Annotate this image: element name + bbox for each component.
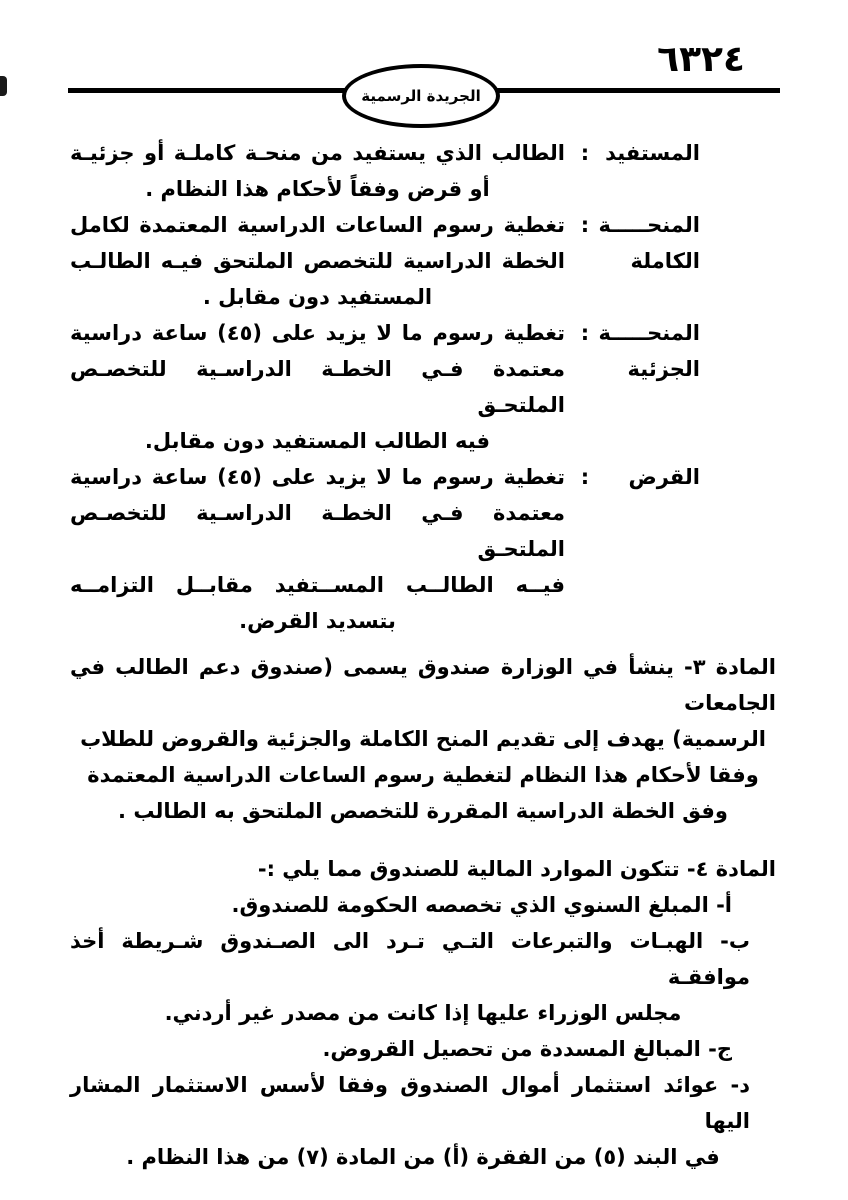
definition-line: المستفيد دون مقابل . (202, 285, 433, 309)
definition-text (70, 459, 565, 639)
definition-line: الخطة الدراسية للتخصص الملتحق فيـه الطالـب (70, 249, 565, 273)
gazette-seal-label: الجريدة الرسمية (361, 87, 481, 105)
term-label: القرض (628, 465, 700, 489)
definition-line: الطالب الذي يستفيد من منحـة كاملـة أو جزئيـة (70, 141, 565, 165)
page-content (0, 135, 848, 1175)
term-partial-grant (598, 315, 700, 387)
definition-line: معتمدة فـي الخطـة الدراسـية للتخصـص الملتحـق (70, 357, 565, 417)
definition-line: بتسديد القرض. (239, 609, 396, 633)
definition-line: معتمدة فـي الخطـة الدراسـية للتخصـص الملتحـق (70, 501, 565, 561)
list-item-d: د- عوائد استثمار أموال الصندوق وفقا لأسس الاستثمار المشار اليها (70, 1073, 750, 1133)
colon-separator: : (580, 141, 590, 165)
term-full-grant (598, 207, 700, 279)
gazette-seal (342, 64, 500, 128)
term-label: المستفيد (605, 141, 700, 165)
article-4 (70, 851, 776, 1175)
definition-text (70, 207, 565, 315)
article-line: المادة ٤- تتكون الموارد المالية للصندوق مما يلي :- (257, 857, 776, 881)
colon-separator: : (580, 213, 590, 237)
definition-text (70, 315, 565, 459)
definitions-list (70, 135, 776, 639)
definition-line: تغطية رسوم الساعات الدراسية المعتمدة لكامل (70, 213, 565, 237)
definition-line: أو قرض وفقاً لأحكام هذا النظام . (145, 177, 490, 201)
article-line: وفقا لأحكام هذا النظام لتغطية رسوم الساعات الدراسية المعتمدة (87, 763, 759, 787)
definition-line: فيــه الطالــب المســتفيد مقابــل التزامــه (70, 573, 565, 597)
term-beneficiary (605, 135, 700, 171)
colon-separator: : (580, 465, 590, 489)
term-loan (605, 459, 700, 495)
definition-line: تغطية رسوم ما لا يزيد على (٤٥) ساعة دراسية (70, 465, 565, 489)
definition-row-beneficiary (70, 135, 776, 207)
term-label: المنحـــــة (598, 213, 700, 237)
list-item-b: ب- الهبـات والتبرعات التـي تـرد الى الصـندوق شـريطة أخذ موافقـة (70, 929, 750, 989)
term-label: الجزئية (627, 357, 700, 381)
definition-text (70, 135, 565, 207)
article-line: الرسمية) يهدف إلى تقديم المنح الكاملة والجزئية والقروض للطلاب (80, 727, 766, 751)
term-label: المنحـــــة (598, 321, 700, 345)
list-item-d-continuation: في البند (٥) من الفقرة (أ) من المادة (٧) من هذا النظام . (126, 1145, 720, 1169)
definition-row-partial-grant (70, 315, 776, 459)
list-item-c: ج- المبالغ المسددة من تحصيل القروض. (322, 1037, 732, 1061)
article-line: المادة ٣- ينشأ في الوزارة صندوق يسمى (صندوق دعم الطالب في الجامعات (70, 655, 776, 715)
list-item-b-continuation: مجلس الوزراء عليها إذا كانت من مصدر غير أردني. (164, 1001, 682, 1025)
article-3 (70, 649, 776, 829)
list-item-a: أ- المبلغ السنوي الذي تخصصه الحكومة للصندوق. (231, 893, 732, 917)
definition-line: فيه الطالب المستفيد دون مقابل. (144, 429, 491, 453)
scan-artifact (0, 76, 7, 96)
definition-row-loan (70, 459, 776, 639)
term-label: الكاملة (630, 249, 700, 273)
page-number: ٦٣٢٤ (657, 39, 745, 80)
page-header (0, 0, 848, 128)
colon-separator: : (580, 321, 590, 345)
definition-line: تغطية رسوم ما لا يزيد على (٤٥) ساعة دراسية (70, 321, 565, 345)
definition-row-full-grant (70, 207, 776, 315)
article-line: وفق الخطة الدراسية المقررة للتخصص الملتحق به الطالب . (118, 799, 728, 823)
